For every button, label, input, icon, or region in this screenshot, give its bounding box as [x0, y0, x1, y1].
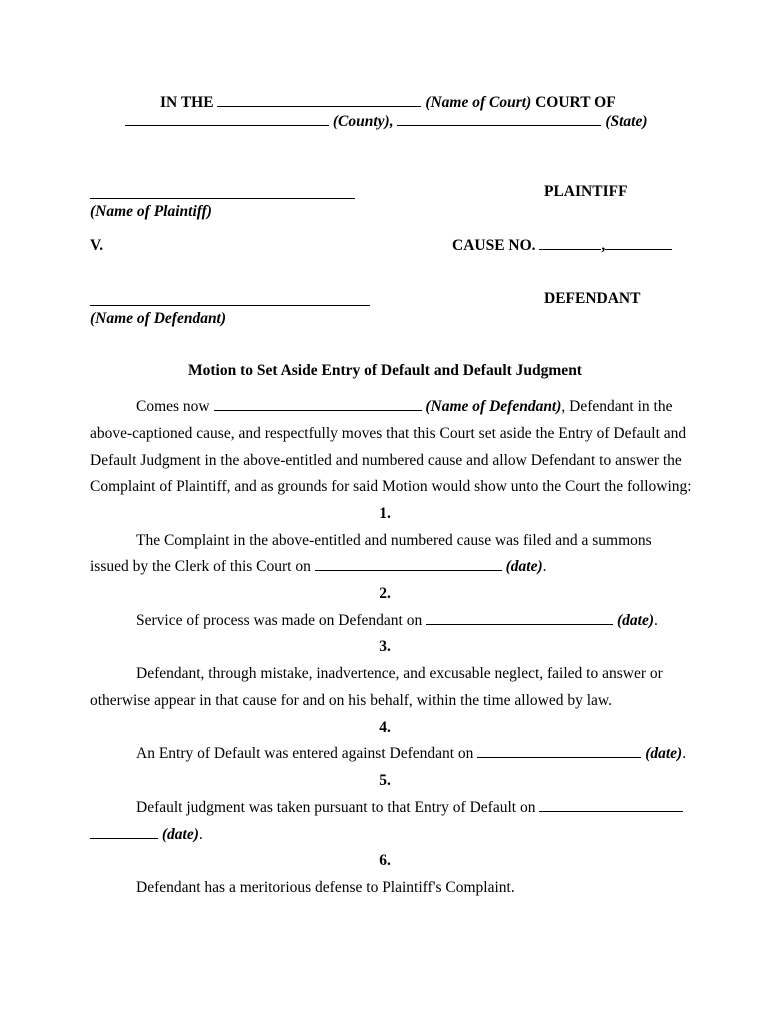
- section-2-line-1-text: Service of process was made on Defendant on: [136, 612, 423, 629]
- service-date-blank: [426, 612, 613, 625]
- cause-no-label: CAUSE NO.: [452, 237, 536, 254]
- section-6-line-1: Defendant has a meritorious defense to Plaintiff's Complaint.: [136, 879, 515, 896]
- date-label-2: (date): [616, 612, 654, 629]
- period-4: .: [682, 745, 687, 762]
- section-1-line-1: The Complaint in the above-entitled and numbered cause was filed and a summons: [136, 532, 652, 549]
- date-label-4: (date): [645, 745, 683, 762]
- section-4-line-1: [136, 745, 686, 763]
- name-of-plaintiff-label: (Name of Plaintiff): [90, 203, 212, 220]
- cause-no-blank-1: [539, 237, 601, 250]
- date-label-5: (date): [161, 826, 199, 843]
- defendant-name-line: [90, 305, 370, 306]
- period-5: .: [198, 826, 203, 843]
- intro-line-2: above-captioned cause, and respectfully moves that this Court set aside the Entry of Default and: [90, 425, 687, 442]
- section-number-4: 4.: [379, 719, 391, 736]
- cause-no-blank-2: [605, 237, 672, 250]
- section-2-line-1: [136, 612, 658, 630]
- section-5-line-1-text: Default judgment was taken pursuant to that Entry of Default on: [136, 799, 536, 816]
- plaintiff-name-line: [90, 198, 355, 199]
- court-caption-line-2: [125, 113, 648, 131]
- state-blank: [397, 113, 601, 126]
- comes-now-text: Comes now: [136, 398, 210, 415]
- period-2: .: [654, 612, 658, 629]
- date-label-1: (date): [505, 558, 543, 575]
- section-number-5: 5.: [379, 772, 391, 789]
- defendant-label: DEFENDANT: [544, 290, 641, 307]
- defendant-name-blank: [214, 398, 422, 411]
- filed-date-blank: [315, 558, 502, 571]
- state-label: (State): [605, 113, 648, 130]
- section-4-line-1-text: An Entry of Default was entered against Defendant on: [136, 745, 474, 762]
- court-of-text: COURT OF: [535, 94, 616, 111]
- section-3-line-1: Defendant, through mistake, inadvertence, and excusable neglect, failed to answer or: [136, 665, 663, 682]
- county-label: (County),: [332, 113, 394, 130]
- name-of-defendant-label: (Name of Defendant): [90, 310, 227, 327]
- period-1: .: [542, 558, 547, 575]
- judgment-date-blank-2: [90, 826, 158, 839]
- section-number-2: 2.: [379, 585, 391, 602]
- section-number-6: 6.: [379, 852, 391, 869]
- court-caption-line-1: [160, 94, 616, 112]
- section-number-1: 1.: [379, 505, 391, 522]
- section-number-3: 3.: [379, 638, 391, 655]
- versus-label: V.: [90, 237, 104, 254]
- section-5-line-1: [136, 799, 683, 817]
- plaintiff-label: PLAINTIFF: [544, 183, 628, 200]
- section-5-line-2: [90, 826, 203, 844]
- cause-number: [452, 237, 672, 255]
- section-1-line-2-text: issued by the Clerk of this Court on: [90, 558, 311, 575]
- motion-title: Motion to Set Aside Entry of Default and Default Judgment: [188, 362, 582, 379]
- intro-line-1-tail: , Defendant in the: [561, 398, 673, 415]
- judgment-date-blank-1: [539, 799, 683, 812]
- in-the-text: IN THE: [160, 94, 214, 111]
- intro-line-1: [136, 398, 672, 416]
- intro-line-4: Complaint of Plaintiff, and as grounds for said Motion would show unto the Court the following:: [90, 478, 692, 495]
- intro-line-3: Default Judgment in the above-entitled and numbered cause and allow Defendant to answer the: [90, 452, 682, 469]
- intro-name-of-defendant: (Name of Defendant): [425, 398, 562, 415]
- court-name-blank: [217, 94, 421, 107]
- section-1-line-2: [90, 558, 547, 576]
- cause-no-separator: ,: [601, 237, 606, 254]
- default-entry-date-blank: [477, 745, 641, 758]
- section-3-line-2: otherwise appear in that cause for and on his behalf, within the time allowed by law.: [90, 692, 612, 709]
- county-blank: [125, 113, 329, 126]
- name-of-court-label: (Name of Court): [425, 94, 532, 111]
